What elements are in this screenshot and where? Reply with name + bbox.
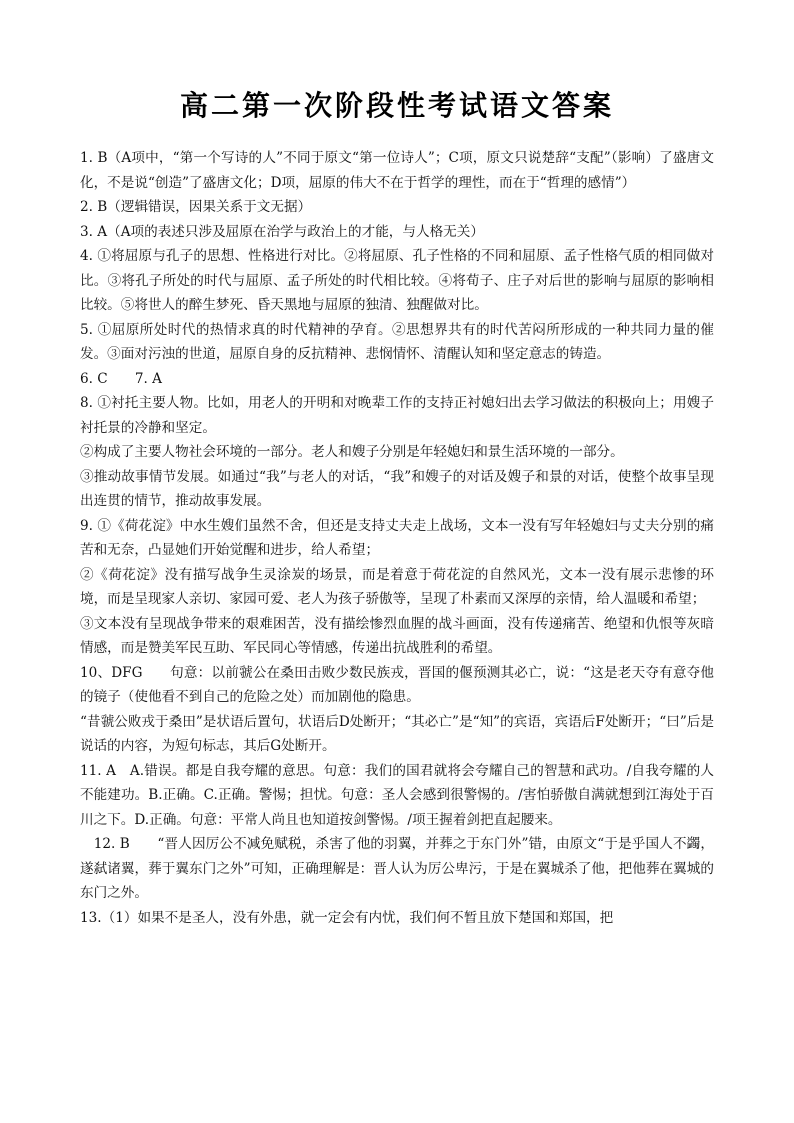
answer-1: 1. B（A项中，“第一个写诗的人”不同于原文“第一位诗人”；C项，原文只说楚辞“支配”（影响）了盛唐文化，不是说“创造”了盛唐文化；D项，屈原的伟大不在于哲学的理性，而在于“哲理的感情”）: [80, 150, 714, 191]
answer-13: 13.（1）如果不是圣人，没有外患，就一定会有内忧，我们何不暂且放下楚国和郑国，把: [80, 909, 614, 926]
answer-8-point-3: ③推动故事情节发展。如通过“我”与老人的对话，“我”和嫂子的对话及嫂子和景的对话，使整个故事呈现出连贯的情节，推动故事发展。: [80, 468, 714, 509]
answer-9-point-3: ③文本没有呈现战争带来的艰难困苦，没有描绘惨烈血腥的战斗画面，没有传递痛苦、绝望和仇恨等灰暗情感，而是赞美军民互助、军民同心等情感，传递出抗战胜利的希望。: [80, 615, 714, 656]
answer-10: 10、DFG 句意：以前虢公在桑田击败少数民族戎，晋国的偃预测其必亡，说：“这是老天夺有意夺他的镜子（使他看不到自己的危险之处）而加剧他的隐患。: [80, 664, 714, 705]
answer-body: [80, 146, 714, 930]
answer-3: 3. A（A项的表述只涉及屈原在治学与政治上的才能，与人格无关）: [80, 223, 484, 240]
answer-9-point-2: ②《荷花淀》没有描写战争生灵涂炭的场景，而是着意于荷花淀的自然风光，文本一没有展示悲惨的环境，而是呈现家人亲切、家园可爱、老人为孩子骄傲等，呈现了朴素而又深厚的亲情，给人温暖和希望；: [80, 566, 714, 607]
answer-5: 5. ①屈原所处时代的热情求真的时代精神的孕育。②思想界共有的时代苦闷所形成的一种共同力量的催发。③面对污浊的世道，屈原自身的反抗精神、悲悯情怀、清醒认知和坚定意志的铸造。: [80, 321, 714, 362]
answer-8-point-1: 8. ①衬托主要人物。比如，用老人的开明和对晚辈工作的支持正衬媳妇出去学习做法的积极向上；用嫂子衬托景的冷静和坚定。: [80, 395, 714, 436]
answer-9-point-1: 9. ①《荷花淀》中水生嫂们虽然不舍，但还是支持丈夫走上战场，文本一没有写年轻媳妇与丈夫分别的痛苦和无奈，凸显她们开始觉醒和进步，给人希望；: [80, 517, 714, 558]
answer-2: 2. B（逻辑错误，因果关系于文无据）: [80, 199, 312, 215]
answer-12: 12. B “晋人因厉公不减免赋税，杀害了他的羽翼，并葬之于东门外”错，由原文“于是乎国人不蠲，遂弑诸翼，葬于翼东门之外”可知，正确理解是：晋人认为厉公卑污，于是在翼城杀了他，把他葬在翼城的东门之外。: [80, 836, 714, 901]
answer-8-point-2: ②构成了主要人物社会环境的一部分。老人和嫂子分别是年轻媳妇和景生活环境的一部分。: [80, 444, 624, 460]
answer-11: 11. A A.错误。都是自我夸耀的意思。句意：我们的国君就将会夸耀自己的智慧和武功。/自我夸耀的人不能建功。B.正确。C.正确。警惕；担忧。句意：圣人会感到很警惕的。/害怕骄傲自满就想到江海处于百川之下。D.正确。句意：平常人尚且也知道按剑警惕。/项王握着剑把直起腰来。: [80, 762, 714, 828]
answer-6-7: 6. C 7. A: [80, 370, 162, 387]
answer-10-explanation: “昔虢公败戎于桑田”是状语后置句，状语后D处断开；“其必亡”是“知”的宾语，宾语后F处断开；“曰”后是说话的内容，为短句标志，其后G处断开。: [80, 713, 714, 754]
answer-4: 4. ①将屈原与孔子的思想、性格进行对比。②将屈原、孔子性格的不同和屈原、孟子性格气质的相同做对比。③将孔子所处的时代与屈原、孟子所处的时代相比较。④将荀子、庄子对后世的影响与屈原的影响相比较。⑤将世人的醉生梦死、昏天黑地与屈原的独清、独醒做对比。: [80, 248, 714, 313]
page-title: 高二第一次阶段性考试语文答案: [179, 89, 614, 122]
